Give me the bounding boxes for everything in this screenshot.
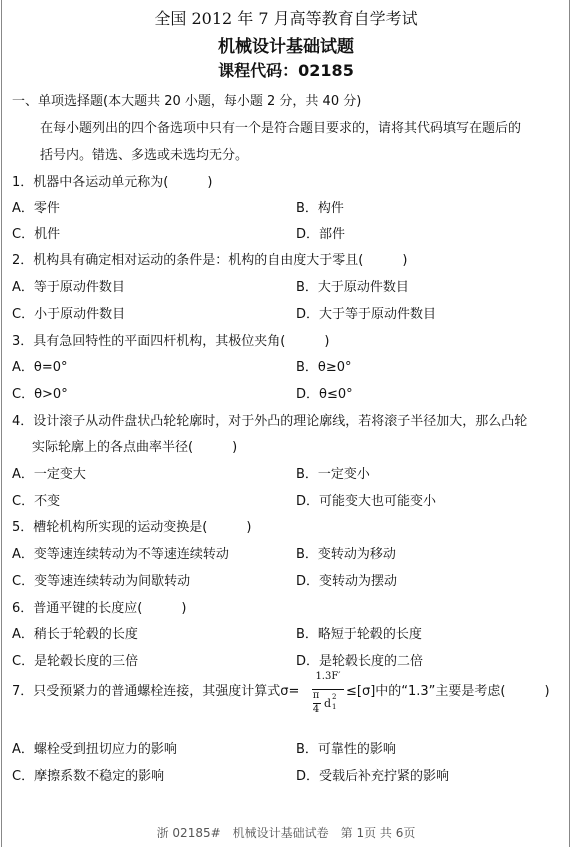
section-instruction-line2: 括号内。错选、多选或未选均无分。 (40, 148, 249, 163)
question-4-option-c: C．不变 (12, 494, 61, 509)
question-7-option-c: C．摩擦系数不稳定的影响 (12, 769, 165, 784)
question-4-option-d: D．可能变大也可能变小 (296, 494, 437, 509)
question-6-option-b: B．略短于轮毂的长度 (296, 627, 422, 642)
question-6-option-c: C．是轮毂长度的三倍 (12, 654, 139, 669)
question-3-option-a: A．θ=0° (12, 360, 68, 375)
section-heading: 一、单项选择题(本大题共 20 小题，每小题 2 分，共 40 分) (12, 94, 362, 109)
question-5-option-b: B．变转动为移动 (296, 547, 396, 562)
page-edge-left (1, 0, 2, 847)
question-3-stem: 3．具有急回特性的平面四杆机构，其极位夹角( ) (12, 334, 330, 349)
question-6-option-a: A．稍长于轮毂的长度 (12, 627, 138, 642)
question-2-option-d: D．大于等于原动件数目 (296, 307, 437, 322)
formula-pi: π (312, 690, 320, 701)
question-5-option-a: A．变等速连续转动为不等速连续转动 (12, 547, 229, 562)
question-1-option-d: D．部件 (296, 227, 346, 242)
question-5-option-c: C．变等速连续转动为间歇转动 (12, 574, 191, 589)
formula-numerator: 1.3F′ (315, 671, 341, 682)
question-7-stem-start: 7．只受预紧力的普通螺栓连接，其强度计算式σ= (12, 684, 300, 699)
formula-four: 4 (312, 704, 320, 715)
question-1-stem: 1．机器中各运动单元称为( ) (12, 175, 213, 190)
question-4-stem-line2: 实际轮廓上的各点曲率半径( ) (32, 440, 238, 455)
question-7-option-a: A．螺栓受到扭切应力的影响 (12, 742, 177, 757)
formula-d-sup: 2 (332, 693, 337, 701)
question-3-option-d: D．θ≤0° (296, 387, 353, 402)
question-3-option-c: C．θ>0° (12, 387, 68, 402)
question-6-stem: 6．普通平键的长度应( ) (12, 601, 187, 616)
exam-title: 全国 2012 年 7 月高等教育自学考试 (154, 9, 418, 28)
question-2-stem: 2．机构具有确定相对运动的条件是：机构的自由度大于零且( ) (12, 253, 408, 268)
formula-d: d (324, 697, 332, 710)
question-4-stem: 4．设计滚子从动件盘状凸轮轮廓时，对于外凸的理论廓线，若将滚子半径加大，那么凸轮 (12, 414, 528, 429)
subject-title: 机械设计基础试题 (218, 37, 354, 57)
section-instruction-line1: 在每小题列出的四个备选项中只有一个是符合题目要求的，请将其代码填写在题后的 (40, 121, 522, 136)
question-1-option-c: C．机件 (12, 227, 61, 242)
question-5-stem: 5．槽轮机构所实现的运动变换是( ) (12, 520, 252, 535)
question-2-option-a: A．等于原动件数目 (12, 280, 125, 295)
question-4-option-a: A．一定变大 (12, 467, 86, 482)
page-edge-right (569, 0, 570, 847)
question-7-option-d: D．受载后补充拧紧的影响 (296, 769, 450, 784)
question-1-option-a: A．零件 (12, 201, 60, 216)
question-7-stem-end: ≤[σ]中的“1.3”主要是考虑( ) (346, 684, 550, 699)
question-4-option-b: B．一定变小 (296, 467, 370, 482)
question-6-option-d: D．是轮毂长度的二倍 (296, 654, 424, 669)
question-7-option-b: B．可靠性的影响 (296, 742, 396, 757)
question-2-option-c: C．小于原动件数目 (12, 307, 126, 322)
question-2-option-b: B．大于原动件数目 (296, 280, 409, 295)
course-code: 课程代码：02185 (218, 61, 354, 80)
formula-d-sub: 1 (332, 703, 337, 711)
question-1-option-b: B．构件 (296, 201, 344, 216)
question-3-option-b: B．θ≥0° (296, 360, 352, 375)
page-footer: 浙 02185# 机械设计基础试卷 第 1页 共 6页 (156, 826, 416, 840)
question-5-option-d: D．变转动为摆动 (296, 574, 398, 589)
